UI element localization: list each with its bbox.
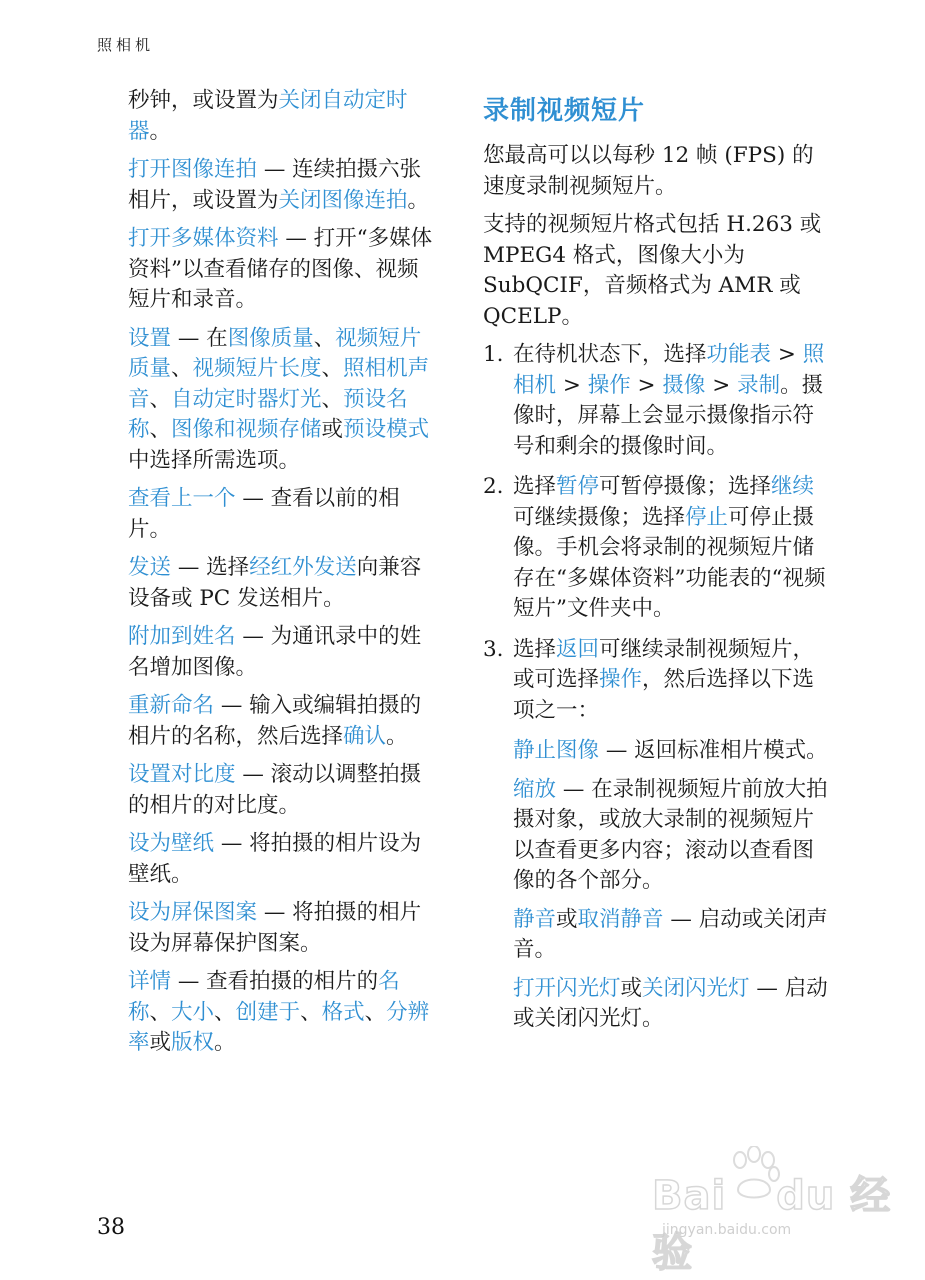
menu-term-link: 确认: [343, 723, 387, 749]
video-option-paragraph: [513, 974, 828, 1035]
page-header: 照相机: [97, 36, 155, 54]
text-run: — 连续拍摄六张相片，或设置为: [128, 157, 422, 213]
menu-term-link: 图像和视频存储: [171, 417, 322, 442]
menu-term-link: 设置: [128, 325, 172, 351]
menu-option-paragraph: [128, 324, 438, 477]
menu-option-paragraph: [128, 967, 438, 1059]
text-run: 。: [386, 723, 408, 749]
menu-term-link: 附加到姓名: [128, 624, 236, 649]
menu-option-paragraph: [128, 155, 438, 216]
watermark-url: jingyan.baidu.com: [662, 1222, 792, 1238]
menu-term-link: 发送: [128, 555, 172, 580]
video-option-paragraph: [513, 905, 828, 966]
menu-term-link: 大小: [171, 999, 215, 1025]
menu-term-link: 打开图像连拍: [128, 157, 258, 182]
text-run: 向兼容设备或 PC 发送相片。: [128, 555, 422, 611]
video-option-paragraph: [513, 736, 828, 767]
menu-term-link: 摄像: [662, 372, 706, 398]
intro-paragraph: 您最高可以以每秒 12 帧 (FPS) 的速度录制视频短片。: [483, 143, 814, 199]
text-run: 、: [149, 999, 172, 1025]
text-run: 、: [171, 356, 193, 381]
text-run: 可暂停摄像；选择: [599, 474, 772, 499]
text-run: 、: [149, 417, 172, 442]
text-run: >: [771, 342, 803, 367]
text-run: — 在录制视频短片前放大拍摄对象，或放大录制的视频短片以查看更多内容；滚动以查看图像的各个部分。: [513, 776, 828, 893]
menu-option-paragraph: [128, 224, 438, 316]
menu-option-paragraph: [128, 622, 438, 683]
menu-term-link: 关闭图像连拍: [278, 187, 408, 213]
menu-option-paragraph: [128, 898, 438, 959]
text-run: >: [630, 372, 663, 398]
text-run: 、: [313, 325, 336, 351]
text-run: — 为通讯录中的姓名增加图像。: [128, 624, 422, 680]
text-run: 、: [364, 999, 387, 1025]
menu-term-link: 关闭闪光灯: [642, 975, 750, 1001]
text-run: 或: [321, 417, 344, 442]
video-option-paragraph: [513, 775, 828, 897]
menu-term-link: 静音: [513, 906, 557, 932]
menu-term-link: 照相机: [513, 342, 825, 398]
section-title: 录制视频短片: [483, 96, 646, 126]
menu-term-link: 分辨率: [128, 999, 430, 1055]
step-number: 3.: [483, 636, 504, 662]
text-run: 可继续录制视频短片，或可选择: [513, 636, 815, 692]
text-run: — 启动或关闭闪光灯。: [513, 975, 828, 1031]
text-run: 。: [214, 1030, 236, 1055]
step-item: [483, 635, 828, 727]
menu-term-link: 重新命名: [128, 693, 215, 718]
menu-term-link: 操作: [599, 667, 643, 692]
text-run: 或: [620, 975, 643, 1001]
text-run: — 将拍摄的相片设为屏幕保护图案。: [128, 900, 422, 956]
step-item: [483, 472, 828, 625]
menu-option-paragraph: [128, 484, 438, 545]
menu-option-paragraph: [128, 760, 438, 821]
text-run: — 启动或关闭声音。: [513, 906, 828, 962]
text-run: 、: [149, 386, 172, 412]
menu-term-link: 自动定时器灯光: [171, 386, 322, 412]
menu-term-link: 名称: [128, 969, 400, 1025]
text-run: — 在: [171, 325, 228, 351]
text-run: 。: [407, 187, 430, 213]
menu-term-link: 录制: [737, 372, 781, 398]
right-column: [483, 86, 828, 1043]
text-run: — 打开“多媒体资料”以查看储存的图像、视频短片和录音。: [128, 226, 433, 312]
text-run: — 滚动以调整拍摄的相片的对比度。: [128, 762, 422, 818]
page-number: 38: [97, 1215, 125, 1240]
baidu-watermark: [652, 1150, 902, 1276]
menu-term-link: 继续: [771, 474, 815, 499]
text-run: >: [556, 372, 588, 398]
menu-term-link: 创建于: [235, 999, 301, 1025]
text-run: — 查看以前的相片。: [128, 486, 400, 542]
menu-term-link: 图像质量: [227, 325, 314, 351]
step-item: [483, 340, 828, 462]
options-list: [513, 736, 828, 1035]
text-run: 选择: [513, 474, 557, 499]
text-run: 或: [556, 906, 578, 932]
menu-term-link: 经红外发送: [249, 555, 357, 580]
text-run: — 将拍摄的相片设为壁纸。: [128, 831, 422, 887]
steps-list: [483, 340, 828, 726]
left-column: [128, 86, 438, 1067]
menu-term-link: 设置对比度: [128, 762, 236, 787]
menu-term-link: 取消静音: [577, 906, 664, 932]
text-run: 、: [321, 386, 344, 412]
menu-term-link: 查看上一个: [128, 486, 236, 511]
step-number: 2.: [483, 474, 504, 499]
text-run: 中选择所需选项。: [128, 447, 301, 473]
menu-option-paragraph: [128, 691, 438, 752]
menu-term-link: 详情: [128, 969, 172, 994]
text-run: ，然后选择以下选项之一：: [513, 667, 815, 723]
text-run: 选择: [513, 636, 557, 662]
menu-term-link: 打开闪光灯: [513, 975, 621, 1001]
text-run: 、: [214, 999, 236, 1025]
menu-term-link: 格式: [321, 999, 365, 1025]
text-run: 可停止摄像。手机会将录制的视频短片储存在“多媒体资料”功能表的“视频短片”文件夹中。: [513, 504, 826, 621]
menu-option-paragraph: [128, 86, 438, 147]
menu-term-link: 暂停: [556, 474, 600, 499]
text-run: 可继续摄像；选择: [513, 504, 686, 530]
text-run: — 选择: [171, 555, 250, 580]
text-run: — 返回标准相片模式。: [599, 738, 828, 763]
text-run: 或: [149, 1030, 172, 1055]
text-run: — 查看拍摄的相片的: [171, 969, 379, 994]
menu-term-link: 预设模式: [343, 417, 430, 442]
menu-term-link: 功能表: [706, 342, 772, 367]
text-run: 。摄像时，屏幕上会显示摄像指示符号和剩余的摄像时间。: [513, 372, 824, 459]
text-run: 、: [321, 356, 344, 381]
menu-term-link: 缩放: [513, 776, 557, 802]
text-run: 秒钟，或设置为: [128, 88, 279, 113]
menu-option-paragraph: [128, 553, 438, 614]
menu-term-link: 视频短片长度: [192, 356, 322, 381]
menu-term-link: 设为屏保图案: [128, 900, 258, 925]
text-run: 。: [149, 118, 172, 144]
menu-term-link: 打开多媒体资料: [128, 226, 279, 251]
menu-term-link: 操作: [587, 372, 631, 398]
watermark-logo: Bai du 经验: [652, 1173, 892, 1276]
text-run: — 输入或编辑拍摄的相片的名称，然后选择: [128, 693, 422, 749]
menu-option-paragraph: [128, 829, 438, 890]
menu-term-link: 设为壁纸: [128, 831, 215, 856]
menu-term-link: 版权: [171, 1030, 215, 1055]
text-run: >: [705, 372, 738, 398]
menu-term-link: 视频短片质量: [128, 325, 422, 381]
text-run: 在待机状态下，选择: [513, 342, 707, 367]
menu-term-link: 停止: [685, 504, 729, 530]
step-number: 1.: [483, 342, 504, 367]
menu-term-link: 关闭自动定时器: [128, 88, 408, 144]
menu-term-link: 预设名称: [128, 386, 408, 442]
intro-paragraph: 支持的视频短片格式包括 H.263 或 MPEG4 格式，图像大小为 SubQCIF，音频格式为 AMR 或 QCELP。: [483, 212, 822, 329]
menu-term-link: 静止图像: [513, 738, 600, 763]
menu-term-link: 照相机声音: [128, 356, 430, 412]
text-run: 、: [300, 999, 322, 1025]
menu-term-link: 返回: [556, 636, 600, 662]
